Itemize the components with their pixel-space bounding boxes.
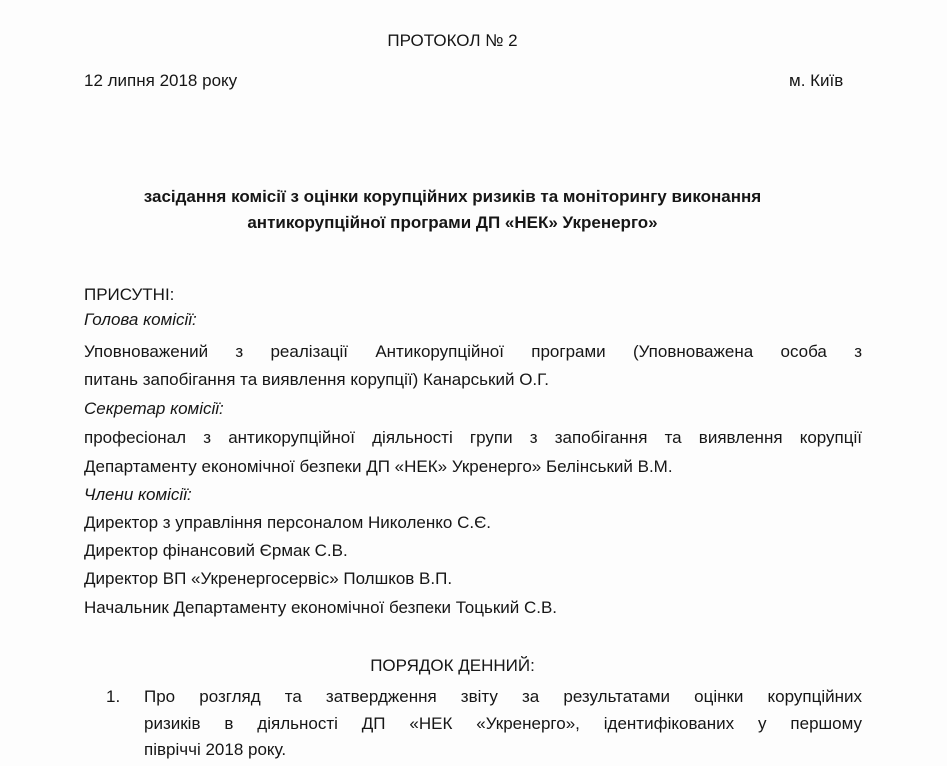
agenda-item-line: ризиків в діяльності ДП «НЕК «Укренерго», ідентифікованих у першому bbox=[144, 714, 862, 733]
chair-description-line: Уповноважений з реалізації Антикорупційної програми (Уповноважена особа з bbox=[84, 342, 862, 361]
chair-role-label: Голова комісії: bbox=[84, 310, 197, 329]
attendees-heading: ПРИСУТНІ: bbox=[84, 285, 175, 304]
agenda-heading: ПОРЯДОК ДЕННИЙ: bbox=[370, 656, 535, 675]
agenda-item-line: півріччі 2018 року. bbox=[144, 740, 287, 759]
secretary-description-line: Департаменту економічної безпеки ДП «НЕК» Укренерго» Белінський В.М. bbox=[84, 457, 673, 476]
document-subject bbox=[0, 184, 905, 236]
chair-description-line: питань запобігання та виявлення корупції) Канарський О.Г. bbox=[84, 370, 549, 389]
member-item: Директор фінансовий Єрмак С.В. bbox=[84, 541, 348, 560]
document-title: ПРОТОКОЛ № 2 bbox=[387, 31, 518, 50]
agenda-item-line: Про розгляд та затвердження звіту за результатами оцінки корупційних bbox=[144, 687, 862, 706]
members-role-label: Члени комісії: bbox=[84, 485, 192, 504]
document-city: м. Київ bbox=[789, 71, 844, 90]
member-item: Начальник Департаменту економічної безпеки Тоцький С.В. bbox=[84, 598, 558, 617]
subject-line: антикорупційної програми ДП «НЕК» Укренерго» bbox=[247, 213, 658, 232]
agenda-item-number: 1. bbox=[106, 687, 121, 706]
member-item: Директор ВП «Укренергосервіс» Полшков В.П. bbox=[84, 569, 453, 588]
subject-line: засідання комісії з оцінки корупційних ризиків та моніторингу виконання bbox=[143, 187, 762, 206]
secretary-description-line: професіонал з антикорупційної діяльності групи з запобігання та виявлення корупції bbox=[84, 428, 862, 447]
document-date: 12 липня 2018 року bbox=[84, 71, 238, 90]
secretary-role-label: Секретар комісії: bbox=[84, 399, 224, 418]
member-item: Директор з управління персоналом Николенко С.Є. bbox=[84, 513, 492, 532]
